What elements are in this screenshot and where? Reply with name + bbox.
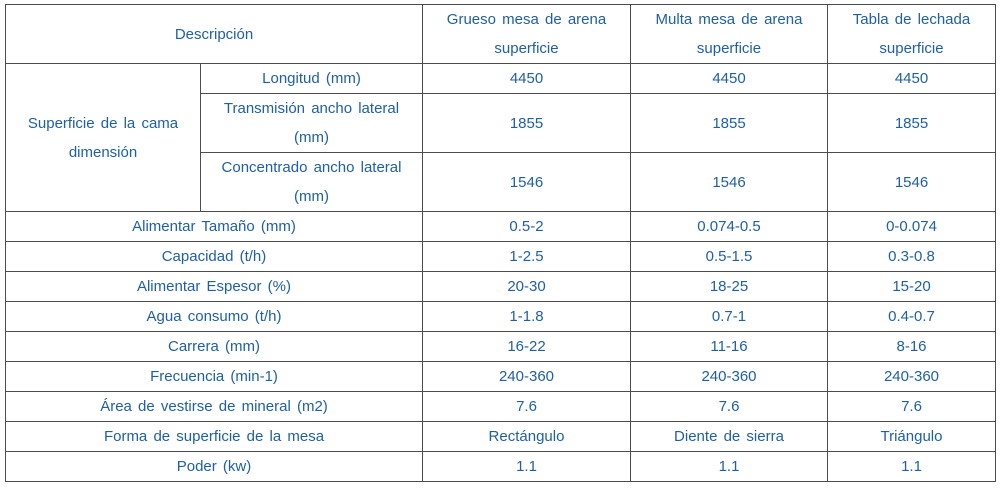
header-fine-sand-table: Multa mesa de arena superficie [631, 5, 828, 64]
cell-value: 18-25 [631, 272, 828, 302]
row-label: Agua consumo (t/h) [6, 302, 423, 332]
table-row [6, 272, 996, 302]
table-row [6, 452, 996, 482]
cell-value: 1.1 [631, 452, 828, 482]
row-label: Alimentar Espesor (%) [6, 272, 423, 302]
cell-value: 0.5-1.5 [631, 242, 828, 272]
cell-value: Rectángulo [423, 422, 631, 452]
cell-value: 1.1 [423, 452, 631, 482]
cell-value: Triángulo [828, 422, 996, 452]
cell-value: 1855 [631, 94, 828, 153]
table-row [6, 422, 996, 452]
cell-value: 7.6 [631, 392, 828, 422]
row-label: Frecuencia (min-1) [6, 362, 423, 392]
cell-value: 1546 [631, 153, 828, 212]
cell-value: 1546 [423, 153, 631, 212]
cell-value: 11-16 [631, 332, 828, 362]
header-slurry-table: Tabla de lechada superficie [828, 5, 996, 64]
cell-value: 7.6 [828, 392, 996, 422]
cell-value: 1855 [828, 94, 996, 153]
cell-value: 1855 [423, 94, 631, 153]
row-label: Longitud (mm) [201, 64, 423, 94]
row-label: Transmisión ancho lateral (mm) [201, 94, 423, 153]
header-descripcion: Descripción [6, 5, 423, 64]
cell-value: 20-30 [423, 272, 631, 302]
cell-value: 16-22 [423, 332, 631, 362]
cell-value: 240-360 [631, 362, 828, 392]
row-label: Concentrado ancho lateral (mm) [201, 153, 423, 212]
table-row [6, 392, 996, 422]
cell-value: 0.7-1 [631, 302, 828, 332]
cell-value: 0.3-0.8 [828, 242, 996, 272]
header-row [6, 5, 996, 64]
table-row [6, 242, 996, 272]
cell-value: 0.5-2 [423, 212, 631, 242]
cell-value: 7.6 [423, 392, 631, 422]
table-row [6, 332, 996, 362]
cell-value: 1-1.8 [423, 302, 631, 332]
cell-value: 4450 [631, 64, 828, 94]
cell-value: 1-2.5 [423, 242, 631, 272]
table-row [6, 362, 996, 392]
cell-value: 4450 [828, 64, 996, 94]
header-coarse-sand-table: Grueso mesa de arena superficie [423, 5, 631, 64]
row-label: Capacidad (t/h) [6, 242, 423, 272]
row-label: Área de vestirse de mineral (m2) [6, 392, 423, 422]
table-row [6, 64, 996, 94]
cell-value: 1.1 [828, 452, 996, 482]
row-label: Forma de superficie de la mesa [6, 422, 423, 452]
cell-value: 0.4-0.7 [828, 302, 996, 332]
cell-value: 8-16 [828, 332, 996, 362]
cell-value: 0-0.074 [828, 212, 996, 242]
cell-value: 0.074-0.5 [631, 212, 828, 242]
cell-value: 240-360 [828, 362, 996, 392]
cell-value: 4450 [423, 64, 631, 94]
row-label: Carrera (mm) [6, 332, 423, 362]
table-row [6, 302, 996, 332]
group-label-bed-dimension: Superficie de la cama dimensión [6, 64, 201, 212]
table-row [6, 212, 996, 242]
row-label: Poder (kw) [6, 452, 423, 482]
cell-value: Diente de sierra [631, 422, 828, 452]
specification-table [5, 4, 996, 482]
row-label: Alimentar Tamaño (mm) [6, 212, 423, 242]
cell-value: 15-20 [828, 272, 996, 302]
cell-value: 1546 [828, 153, 996, 212]
cell-value: 240-360 [423, 362, 631, 392]
